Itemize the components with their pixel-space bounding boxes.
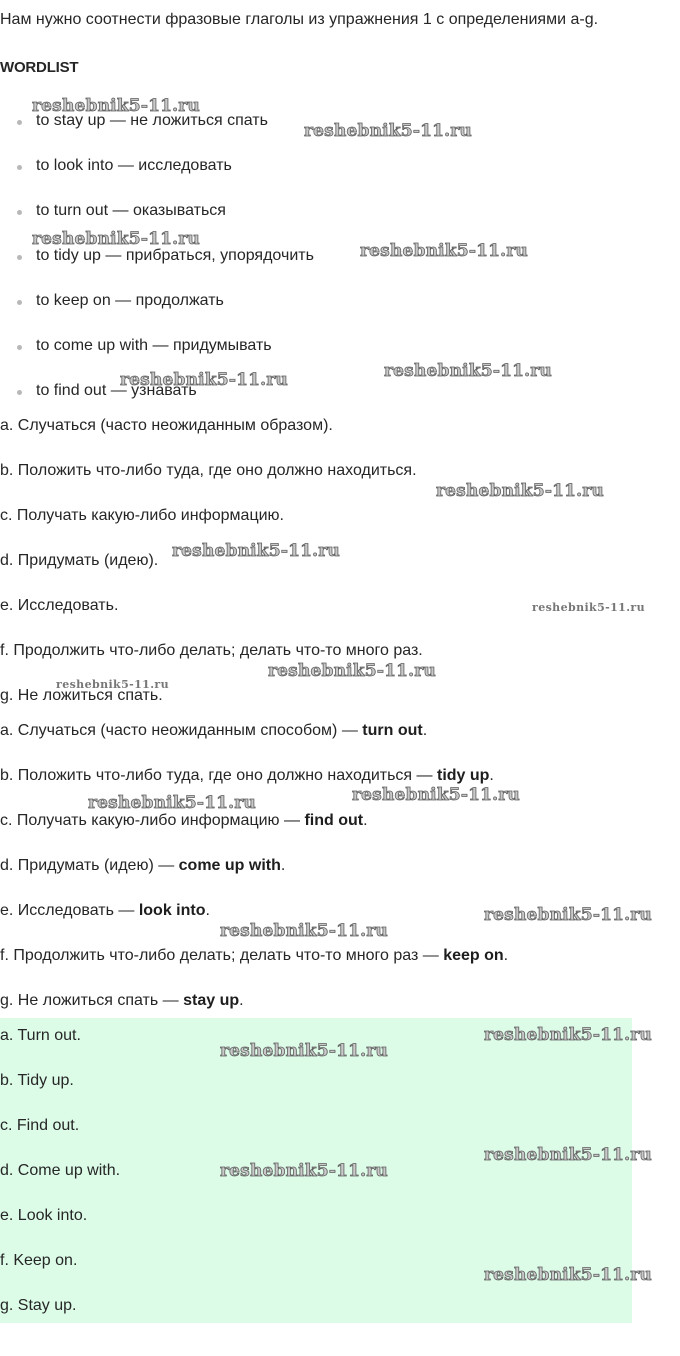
matched-definition: f. Продолжить что-либо делать; делать что-то много раз — — [0, 947, 444, 964]
matched-definition: g. Не ложиться спать — — [0, 992, 184, 1009]
matched-line — [0, 855, 680, 900]
matched-verb: turn out — [362, 722, 423, 739]
watermark: reshebnik5-11.ru — [436, 481, 604, 501]
matched-verb: stay up — [183, 992, 240, 1009]
answer-line: f. Keep on. — [0, 1252, 78, 1269]
watermark: reshebnik5-11.ru — [384, 361, 552, 381]
watermark: reshebnik5-11.ru — [360, 241, 528, 261]
watermark: reshebnik5-11.ru — [56, 678, 170, 691]
matched-verb: keep on — [443, 947, 504, 964]
matched-line — [0, 765, 680, 810]
watermark: reshebnik5-11.ru — [172, 541, 340, 561]
watermark: reshebnik5-11.ru — [352, 785, 520, 805]
wordlist-item: to turn out — оказываться — [0, 200, 314, 245]
matched-verb: come up with — [178, 857, 281, 874]
watermark: reshebnik5-11.ru — [220, 1161, 388, 1181]
wordlist-heading: WORDLIST — [0, 59, 79, 76]
watermark: reshebnik5-11.ru — [32, 96, 200, 116]
matched-line — [0, 810, 680, 855]
matched-period: . — [205, 902, 210, 919]
wordlist-item: to find out — узнавать — [0, 380, 314, 425]
answer-line: e. Look into. — [0, 1207, 88, 1224]
matched-verb: look into — [138, 902, 206, 919]
wordlist-item: to come up with — придумывать — [0, 335, 314, 380]
watermark: reshebnik5-11.ru — [532, 601, 646, 614]
intro-text: Нам нужно соотнести фразовые глаголы из упражнения 1 с определениями a-g. — [0, 11, 599, 28]
definition-line: g. Не ложиться спать. — [0, 687, 163, 704]
watermark: reshebnik5-11.ru — [220, 921, 388, 941]
wordlist — [0, 110, 314, 425]
matched-period: . — [239, 992, 244, 1009]
definition-line: f. Продолжить что-либо делать; делать что-то много раз. — [0, 642, 423, 659]
watermark: reshebnik5-11.ru — [220, 1041, 388, 1061]
definition-line: a. Случаться (часто неожиданным образом). — [0, 417, 333, 434]
matched-period: . — [489, 767, 494, 784]
definitions-list — [0, 415, 680, 730]
matched-definition: c. Получать какую-либо информацию — — [0, 812, 305, 829]
watermark: reshebnik5-11.ru — [484, 1145, 652, 1165]
definition-line: b. Положить что-либо туда, где оно должно находиться. — [0, 462, 417, 479]
definition-line: c. Получать какую-либо информацию. — [0, 507, 284, 524]
matched-definition: a. Случаться (часто неожиданным способом) — — [0, 722, 363, 739]
definition-line: e. Исследовать. — [0, 597, 119, 614]
wordlist-item: to keep on — продолжать — [0, 290, 314, 335]
matched-line — [0, 900, 680, 945]
wordlist-item: to stay up — не ложиться спать — [0, 110, 314, 155]
watermark: reshebnik5-11.ru — [484, 1025, 652, 1045]
wordlist-item: to look into — исследовать — [0, 155, 314, 200]
answer-line: a. Turn out. — [0, 1027, 81, 1044]
answers-box — [0, 1018, 632, 1323]
watermark: reshebnik5-11.ru — [88, 793, 256, 813]
watermark: reshebnik5-11.ru — [484, 1265, 652, 1285]
matched-definition: b. Положить что-либо туда, где оно должно находиться — — [0, 767, 437, 784]
matched-list — [0, 720, 680, 1035]
matched-definition: d. Придумать (идею) — — [0, 857, 179, 874]
answer-line: g. Stay up. — [0, 1297, 77, 1314]
matched-verb: find out — [304, 812, 364, 829]
matched-line — [0, 720, 680, 765]
answer-line: d. Come up with. — [0, 1162, 121, 1179]
answers-list — [0, 1025, 680, 1340]
matched-verb: tidy up — [436, 767, 490, 784]
matched-period: . — [280, 857, 286, 874]
matched-period: . — [363, 812, 368, 829]
answer-line: c. Find out. — [0, 1117, 80, 1134]
watermark: reshebnik5-11.ru — [304, 121, 472, 141]
matched-definition: e. Исследовать — — [0, 902, 139, 919]
watermark: reshebnik5-11.ru — [32, 229, 200, 249]
watermark: reshebnik5-11.ru — [120, 370, 288, 390]
definition-line: d. Придумать (идею). — [0, 552, 159, 569]
matched-period: . — [422, 722, 428, 739]
matched-period: . — [503, 947, 509, 964]
answer-line: b. Tidy up. — [0, 1072, 74, 1089]
watermark: reshebnik5-11.ru — [268, 661, 436, 681]
wordlist-item: to tidy up — прибраться, упорядочить — [0, 245, 314, 290]
watermark: reshebnik5-11.ru — [484, 905, 652, 925]
matched-line — [0, 945, 680, 990]
